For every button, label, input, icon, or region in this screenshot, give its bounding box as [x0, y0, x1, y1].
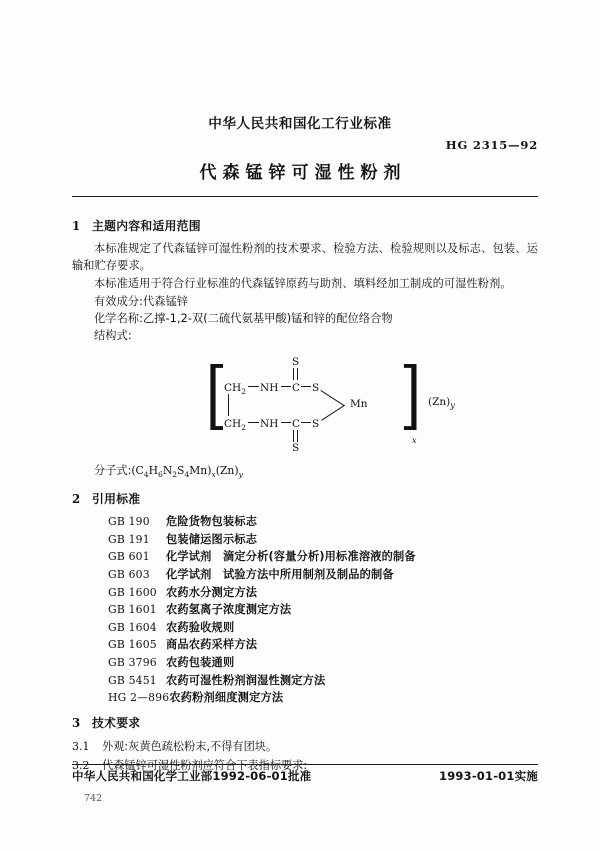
section-1-paragraph-1: 本标准规定了代森锰锌可湿性粉剂的技术要求、检验方法、检验规则以及标志、包装、运输和贮存要求。 [72, 242, 538, 272]
bond-nh-c-top [281, 386, 291, 387]
double-bond-top-a [293, 368, 294, 380]
reference-name: 化学试剂 试验方法中所用制剂及制品的制备 [166, 567, 394, 581]
clause-number: 3.1 [72, 739, 90, 753]
section-3-number: 3 [72, 715, 81, 730]
molecular-formula-label: 分子式: [94, 464, 132, 477]
bracket-subscript: x [412, 436, 417, 445]
reference-code: GB 1600 [108, 585, 157, 599]
section-1-title: 主题内容和适用范围 [92, 219, 201, 233]
reference-name: 化学试剂 滴定分析(容量分析)用标准溶液的制备 [166, 550, 416, 564]
reference-code: GB 190 [108, 515, 150, 529]
atom-ch2-bottom: $CH_2$ [224, 418, 246, 433]
reference-code: GB 1601 [108, 603, 157, 617]
page-title: 代森锰锌可湿性粉剂 [199, 163, 407, 183]
section-2-title: 引用标准 [92, 492, 141, 507]
reference-code: HG 2—896 [108, 691, 170, 705]
bracket-left-icon: [ [205, 352, 228, 438]
zinc-group: $(Zn)_y$ [428, 396, 455, 411]
structure-formula-label: 结构式: [94, 329, 132, 342]
atom-mn: Mn [350, 398, 368, 410]
atom-c-bottom: C [292, 418, 301, 430]
section-3-title: 技术要求 [92, 715, 141, 730]
atom-s-bottom-double: S [292, 442, 300, 454]
section-2-number: 2 [72, 492, 81, 507]
clause-text: 外观:灰黄色疏松粉末,不得有团块。 [102, 739, 278, 753]
bond-ch2-nh-bottom [248, 422, 259, 423]
reference-code: GB 1605 [108, 638, 157, 652]
reference-code: GB 3796 [108, 655, 157, 669]
list-item [72, 513, 538, 531]
bond-c-s-top [301, 386, 311, 387]
reference-name: 农药验收规则 [166, 620, 235, 634]
page-number: 742 [84, 793, 103, 804]
active-ingredient-line: 有效成分:代森锰锌 [94, 295, 189, 308]
bond-ch2-ch2 [228, 394, 229, 416]
implementation-date: 1993-01-01实施 [439, 769, 538, 783]
atom-nh-bottom: NH [260, 418, 279, 430]
list-item [72, 672, 538, 690]
standard-number: HG 2315—92 [445, 138, 538, 152]
double-bond-top-b [297, 368, 298, 380]
list-item [72, 654, 538, 672]
list-item [72, 584, 538, 602]
bracket-right-icon: ] [399, 352, 422, 438]
atom-s-top-right: S [312, 382, 320, 394]
document-body [72, 210, 538, 775]
list-item [72, 601, 538, 619]
section-1-paragraph-2: 本标准适用于符合行业标准的代森锰锌原药与助剂、填料经加工制成的可湿性粉剂。 [94, 277, 512, 290]
molecular-formula-line [72, 462, 538, 483]
bond-c-s-bottom [301, 422, 311, 423]
reference-name: 农药氢离子浓度测定方法 [166, 603, 292, 617]
atom-s-bottom-right: S [312, 418, 320, 430]
atom-nh-top: NH [260, 382, 279, 394]
reference-code: GB 5451 [108, 673, 157, 687]
referenced-standards-list [72, 513, 538, 707]
bond-s-mn-bottom [321, 405, 345, 421]
section-3-heading [72, 715, 538, 732]
reference-name: 农药粉剂细度测定方法 [169, 691, 284, 705]
approval-statement: 中华人民共和国化学工业部1992-06-01批准 [72, 769, 312, 783]
reference-code: GB 191 [108, 532, 150, 546]
molecular-formula-value: $(C_4H_6N_2S_4Mn)_x(Zn)_y$ [131, 464, 243, 480]
list-item [72, 619, 538, 637]
atom-s-top-double: S [292, 356, 300, 368]
bond-ch2-nh-top [248, 386, 259, 387]
footer-divider [72, 764, 538, 765]
bond-nh-c-bottom [281, 422, 291, 423]
bond-s-mn-top [320, 390, 344, 406]
reference-name: 危险货物包装标志 [166, 515, 258, 529]
reference-name: 农药可湿性粉剂润湿性测定方法 [166, 673, 326, 687]
reference-name: 商品农药采样方法 [166, 638, 258, 652]
chemical-name-line: 化学名称:乙撑-1,2-双(二硫代氨基甲酸)锰和锌的配位络合物 [94, 312, 393, 325]
reference-code: GB 1604 [108, 620, 157, 634]
list-item [72, 636, 538, 654]
reference-name: 农药包装通则 [166, 655, 235, 669]
reference-name: 农药水分测定方法 [166, 585, 258, 599]
clause-3-1 [72, 737, 538, 756]
chemical-structure-diagram [72, 350, 538, 458]
list-item [72, 689, 538, 707]
reference-code: GB 603 [108, 567, 150, 581]
section-2-heading [72, 491, 538, 508]
reference-code: GB 601 [108, 550, 150, 564]
document-footer [72, 768, 538, 784]
reference-name: 包装储运图示标志 [166, 532, 258, 546]
list-item [72, 548, 538, 566]
issuing-organization: 中华人民共和国化工行业标准 [208, 116, 392, 132]
list-item [72, 566, 538, 584]
atom-ch2-top: $CH_2$ [224, 382, 246, 397]
header-divider [72, 196, 538, 197]
list-item [72, 531, 538, 549]
section-1-number: 1 [72, 219, 81, 233]
section-1-heading [72, 218, 538, 235]
atom-c-top: C [292, 382, 301, 394]
